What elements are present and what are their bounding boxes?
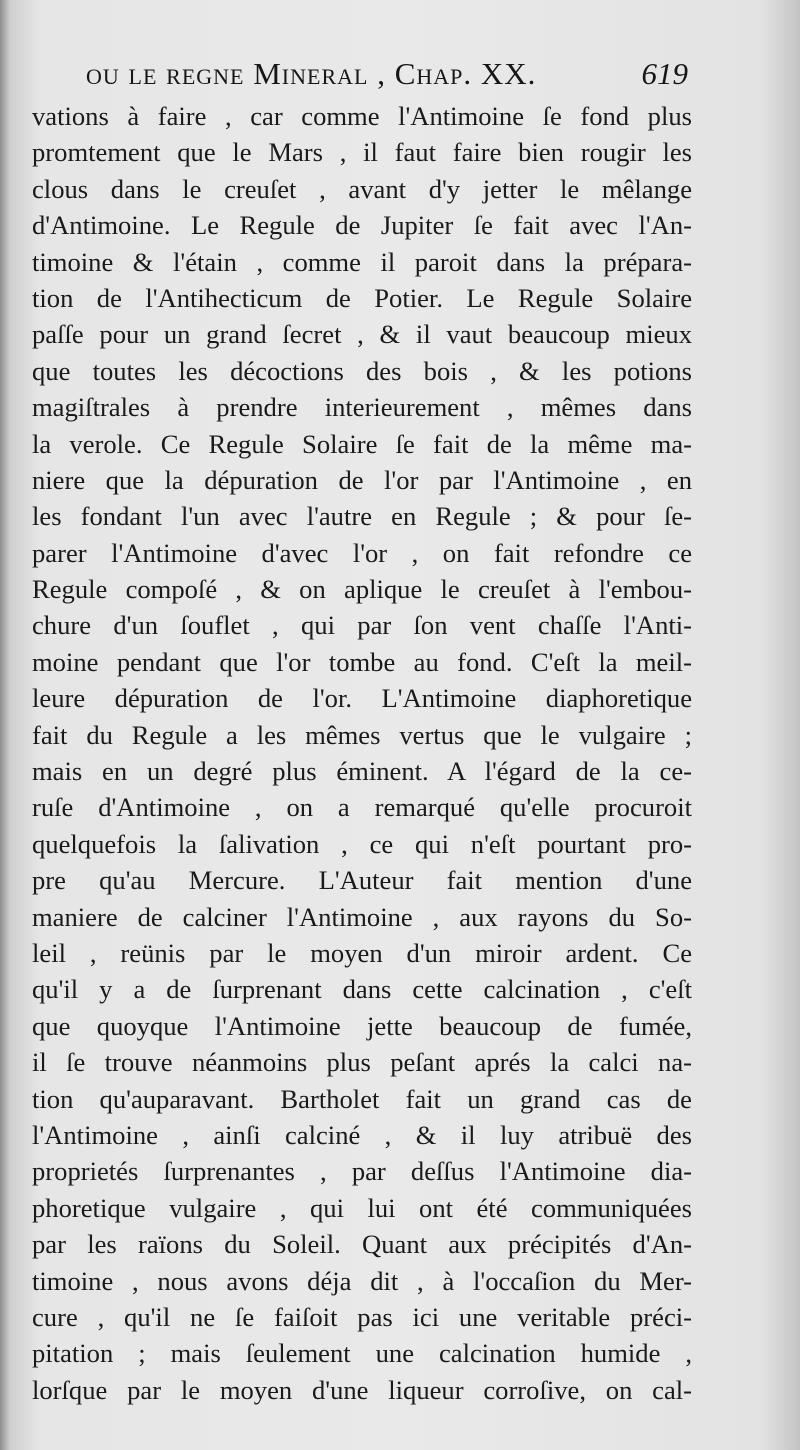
text-line: vations à faire , car comme l'Antimoine ſe fond plus — [32, 101, 692, 131]
text-line: quelquefois la ſalivation , ce qui n'eſt pourtant pro- — [32, 828, 692, 859]
text-line: mais en un degré plus éminent. A l'égard de la ce- — [32, 756, 692, 787]
text-line: Regule compoſé , & on aplique le creuſet à l'embou- — [32, 574, 692, 605]
text-line: l'Antimoine , ainſi calciné , & il luy atribuë des — [32, 1119, 692, 1150]
text-line: qu'il y a de ſurprenant dans cette calcination , c'eſt — [32, 974, 692, 1005]
text-line: phoretique vulgaire , qui lui ont été communiquées — [32, 1192, 692, 1223]
text-line: clous dans le creuſet , avant d'y jetter le mêlange — [32, 173, 692, 204]
text-line: cure , qu'il ne ſe faiſoit pas ici une veritable préci- — [32, 1301, 692, 1332]
running-title: ou le regne Mineral , Chap. XX. — [86, 56, 537, 91]
text-line: maniere de calciner l'Antimoine , aux rayons du So- — [32, 901, 692, 932]
text-line: parer l'Antimoine d'avec l'or , on fait refondre ce — [32, 537, 692, 568]
text-line: tion de l'Antihecticum de Potier. Le Regule Solaire — [32, 282, 692, 313]
text-line: que quoyque l'Antimoine jette beaucoup de fumée, — [32, 1010, 692, 1041]
text-line: paſſe pour un grand ſecret , & il vaut beaucoup mieux — [32, 319, 692, 350]
text-line: les fondant l'un avec l'autre en Regule ; & pour ſe- — [32, 501, 692, 532]
page-header — [86, 56, 686, 96]
body-text — [32, 98, 692, 1408]
text-line: il ſe trouve néanmoins plus peſant aprés la calci na- — [32, 1047, 692, 1078]
text-line: leure dépuration de l'or. L'Antimoine diaphoretique — [32, 683, 692, 714]
text-line: proprietés ſurprenantes , par deſſus l'Antimoine dia- — [32, 1156, 692, 1187]
text-line: chure d'un ſouflet , qui par ſon vent chaſſe l'Anti- — [32, 610, 692, 641]
text-line: leil , reünis par le moyen d'un miroir ardent. Ce — [32, 937, 692, 968]
text-line: la verole. Ce Regule Solaire ſe fait de la même ma- — [32, 428, 692, 459]
page-number: 619 — [641, 56, 688, 91]
text-line: par les raïons du Soleil. Quant aux précipités d'An- — [32, 1229, 692, 1260]
text-line: niere que la dépuration de l'or par l'Antimoine , en — [32, 464, 692, 495]
text-line: lorſque par le moyen d'une liqueur corroſive, on cal- — [32, 1374, 692, 1405]
text-line: que toutes les décoctions des bois , & les potions — [32, 355, 692, 386]
text-line: fait du Regule a les mêmes vertus que le vulgaire ; — [32, 719, 692, 750]
text-line: pre qu'au Mercure. L'Auteur fait mention d'une — [32, 865, 692, 896]
text-line: timoine , nous avons déja dit , à l'occaſion du Mer- — [32, 1265, 692, 1296]
text-line: d'Antimoine. Le Regule de Jupiter ſe fait avec l'An- — [32, 210, 692, 241]
text-line: moine pendant que l'or tombe au fond. C'eſt la meil- — [32, 646, 692, 677]
text-line: timoine & l'étain , comme il paroit dans la prépara- — [32, 246, 692, 277]
text-line: tion qu'auparavant. Bartholet fait un grand cas de — [32, 1083, 692, 1114]
text-line: ruſe d'Antimoine , on a remarqué qu'elle procuroit — [32, 792, 692, 823]
text-line: promtement que le Mars , il faut faire bien rougir les — [32, 137, 692, 168]
text-line: pitation ; mais ſeulement une calcination humide , — [32, 1338, 692, 1369]
text-line: magiſtrales à prendre interieurement , mêmes dans — [32, 392, 692, 423]
